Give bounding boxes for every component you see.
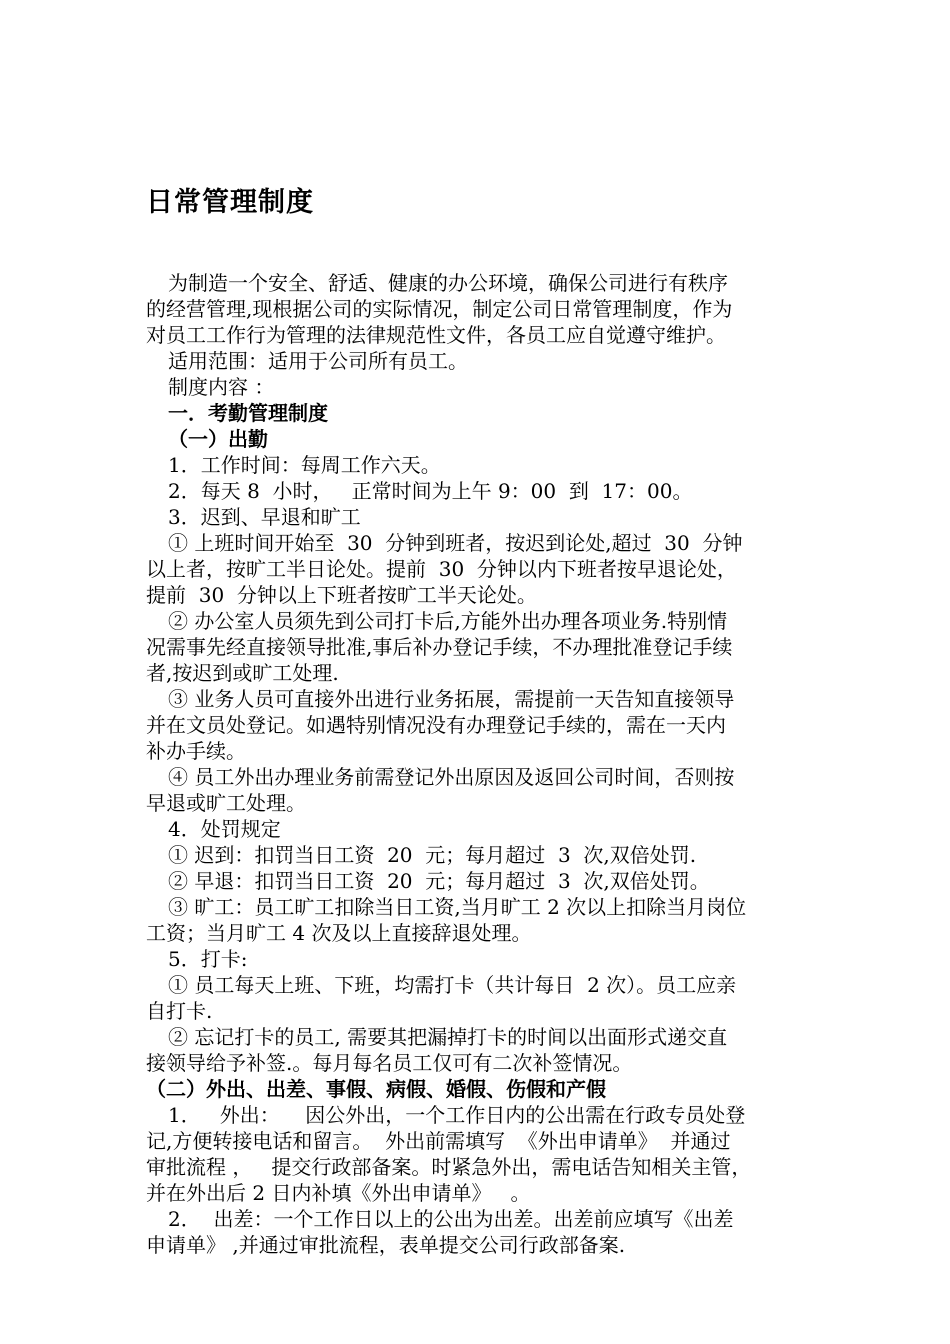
text-line: 接领导给予补签.。每月每名员工仅可有二次补签情况。 (146, 1051, 633, 1075)
text-line: 自打卡. (146, 999, 213, 1023)
text-line: 记,方便转接电话和留言。 外出前需填写 《外出申请单》 并通过 (146, 1129, 731, 1153)
section-heading: 一．考勤管理制度 (168, 401, 328, 425)
text-line: 2．每天 8 小时， 正常时间为上午 9：00 到 17：00。 (168, 479, 693, 503)
text-line: 工资；当月旷工 4 次及以上直接辞退处理。 (146, 921, 532, 945)
text-line: 早退或旷工处理。 (146, 791, 306, 815)
document-title: 日常管理制度 (146, 187, 314, 218)
text-line: ③ 旷工：员工旷工扣除当日工资,当月旷工 2 次以上扣除当月岗位 (168, 895, 747, 919)
text-line: 补办手续。 (146, 739, 246, 763)
text-line: 制度内容 ： (168, 375, 275, 399)
text-line: 2． 出差：一个工作日以上的公出为出差。出差前应填写《出差 (168, 1207, 734, 1231)
section-heading: （二）外出、出差、事假、病假、婚假、伤假和产假 (146, 1077, 606, 1101)
text-line: ② 办公室人员须先到公司打卡后,方能外出办理各项业务.特别情 (168, 609, 728, 633)
text-line: 适用范围：适用于公司所有员工。 (168, 349, 468, 373)
text-line: 申请单》 ,并通过审批流程，表单提交公司行政部备案. (146, 1233, 626, 1257)
text-line: ① 迟到：扣罚当日工资 20 元；每月超过 3 次,双倍处罚. (168, 843, 697, 867)
text-line: 对员工工作行为管理的法律规范性文件，各员工应自觉遵守维护。 (146, 323, 726, 347)
text-line: ① 上班时间开始至 30 分钟到班者，按迟到论处,超过 30 分钟 (168, 531, 743, 555)
text-line: 的经营管理,现根据公司的实际情况，制定公司日常管理制度，作为 (146, 297, 733, 321)
text-line: ② 忘记打卡的员工, 需要其把漏掉打卡的时间以出面形式递交直 (168, 1025, 728, 1049)
text-line: ② 早退：扣罚当日工资 20 元；每月超过 3 次,双倍处罚。 (168, 869, 710, 893)
text-line: 者,按迟到或旷工处理. (146, 661, 339, 685)
text-line: 3．迟到、早退和旷工 (168, 505, 361, 529)
text-line: 审批流程 ， 提交行政部备案。时紧急外出，需电话告知相关主管， (146, 1155, 752, 1179)
text-line: 1．工作时间：每周工作六天。 (168, 453, 441, 477)
text-line: ③ 业务人员可直接外出进行业务拓展，需提前一天告知直接领导 (168, 687, 735, 711)
text-line: 并在文员处登记。如遇特别情况没有办理登记手续的，需在一天内 (146, 713, 726, 737)
text-line: 以上者，按旷工半日论处。提前 30 分钟以内下班者按早退论处， (146, 557, 737, 581)
document-body (146, 270, 814, 1258)
text-line: 提前 30 分钟以上下班者按旷工半天论处。 (146, 583, 537, 607)
text-line: 5．打卡: (168, 947, 248, 971)
text-line: ① 员工每天上班、下班，均需打卡（共计每日 2 次）。员工应亲 (168, 973, 737, 997)
text-line: 1． 外出： 因公外出，一个工作日内的公出需在行政专员处登 (168, 1103, 746, 1127)
text-line: ④ 员工外出办理业务前需登记外出原因及返回公司时间，否则按 (168, 765, 735, 789)
text-line: 为制造一个安全、舒适、健康的办公环境，确保公司进行有秩序 (168, 271, 728, 295)
text-line: 并在外出后 2 日内补填《外出申请单》 。 (146, 1181, 531, 1205)
section-heading: （一）出勤 (168, 427, 268, 451)
text-line: 4．处罚规定 (168, 817, 281, 841)
text-line: 况需事先经直接领导批准,事后补办登记手续，不办理批准登记手续 (146, 635, 733, 659)
